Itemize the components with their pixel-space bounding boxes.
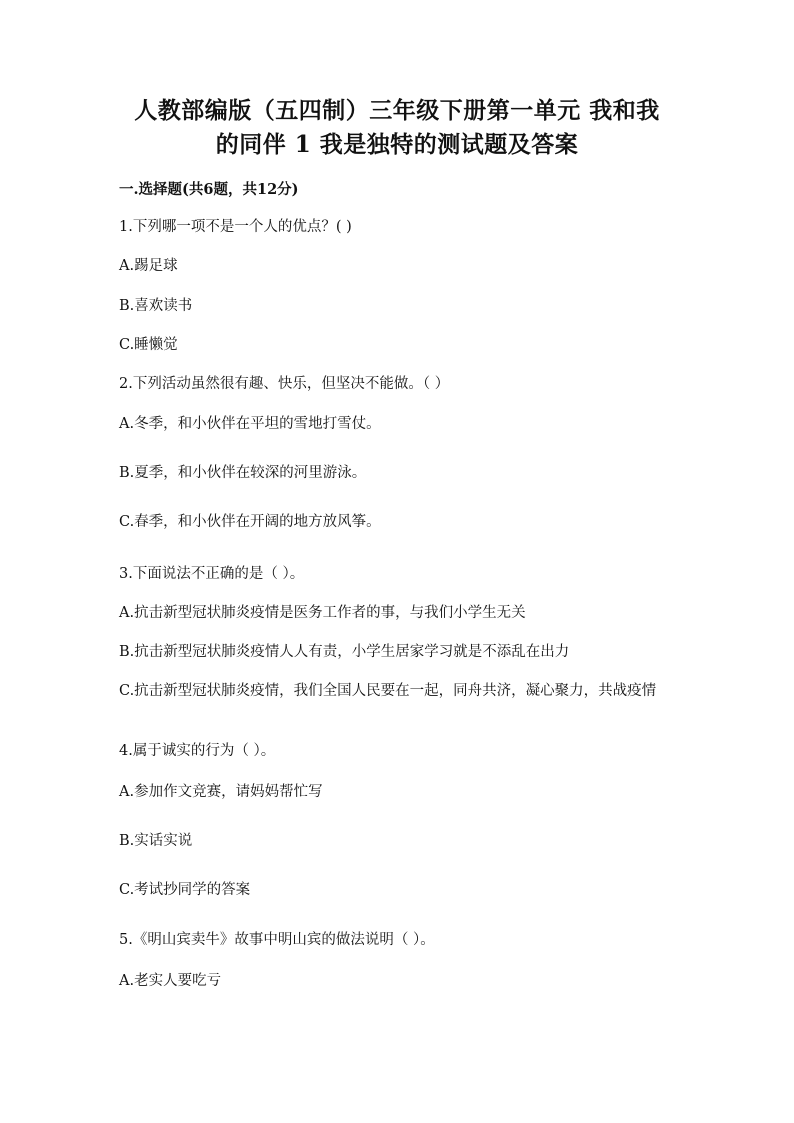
question-2-option-b: B.夏季，和小伙伴在较深的河里游泳。 [119, 465, 367, 481]
section-heading: 一.选择题(共6题，共12分) [119, 181, 299, 198]
question-4-option-a: A.参加作文竞赛，请妈妈帮忙写 [119, 784, 323, 800]
question-2: 2.下列活动虽然很有趣、快乐，但坚决不能做。（ ） [119, 376, 450, 392]
question-3: 3.下面说法不正确的是（ ）。 [119, 566, 305, 582]
question-3-option-a: A.抗击新型冠状肺炎疫情是医务工作者的事，与我们小学生无关 [119, 605, 526, 621]
question-4-option-c: C.考试抄同学的答案 [119, 882, 251, 898]
question-2-option-c: C.春季，和小伙伴在开阔的地方放风筝。 [119, 514, 381, 530]
document-title [100, 94, 694, 162]
title-line-1: 人教部编版（五四制）三年级下册第一单元 我和我 [134, 97, 660, 124]
question-3-option-c: C.抗击新型冠状肺炎疫情，我们全国人民要在一起，同舟共济，凝心聚力，共战疫情 [119, 683, 657, 699]
question-1: 1.下列哪一项不是一个人的优点？( ) [119, 219, 352, 235]
question-1-option-a: A.踢足球 [119, 258, 178, 274]
question-4: 4.属于诚实的行为（ ）。 [119, 743, 276, 759]
title-line-2: 的同伴 1 我是独特的测试题及答案 [215, 131, 579, 158]
question-5: 5.《明山宾卖牛》故事中明山宾的做法说明（ ）。 [119, 932, 435, 948]
question-4-option-b: B.实话实说 [119, 833, 193, 849]
question-1-option-b: B.喜欢读书 [119, 298, 193, 314]
question-5-option-a: A.老实人要吃亏 [119, 973, 222, 989]
question-3-option-b: B.抗击新型冠状肺炎疫情人人有责，小学生居家学习就是不添乱在出力 [119, 644, 570, 660]
question-2-option-a: A.冬季，和小伙伴在平坦的雪地打雪仗。 [119, 416, 381, 432]
question-1-option-c: C.睡懒觉 [119, 337, 178, 353]
